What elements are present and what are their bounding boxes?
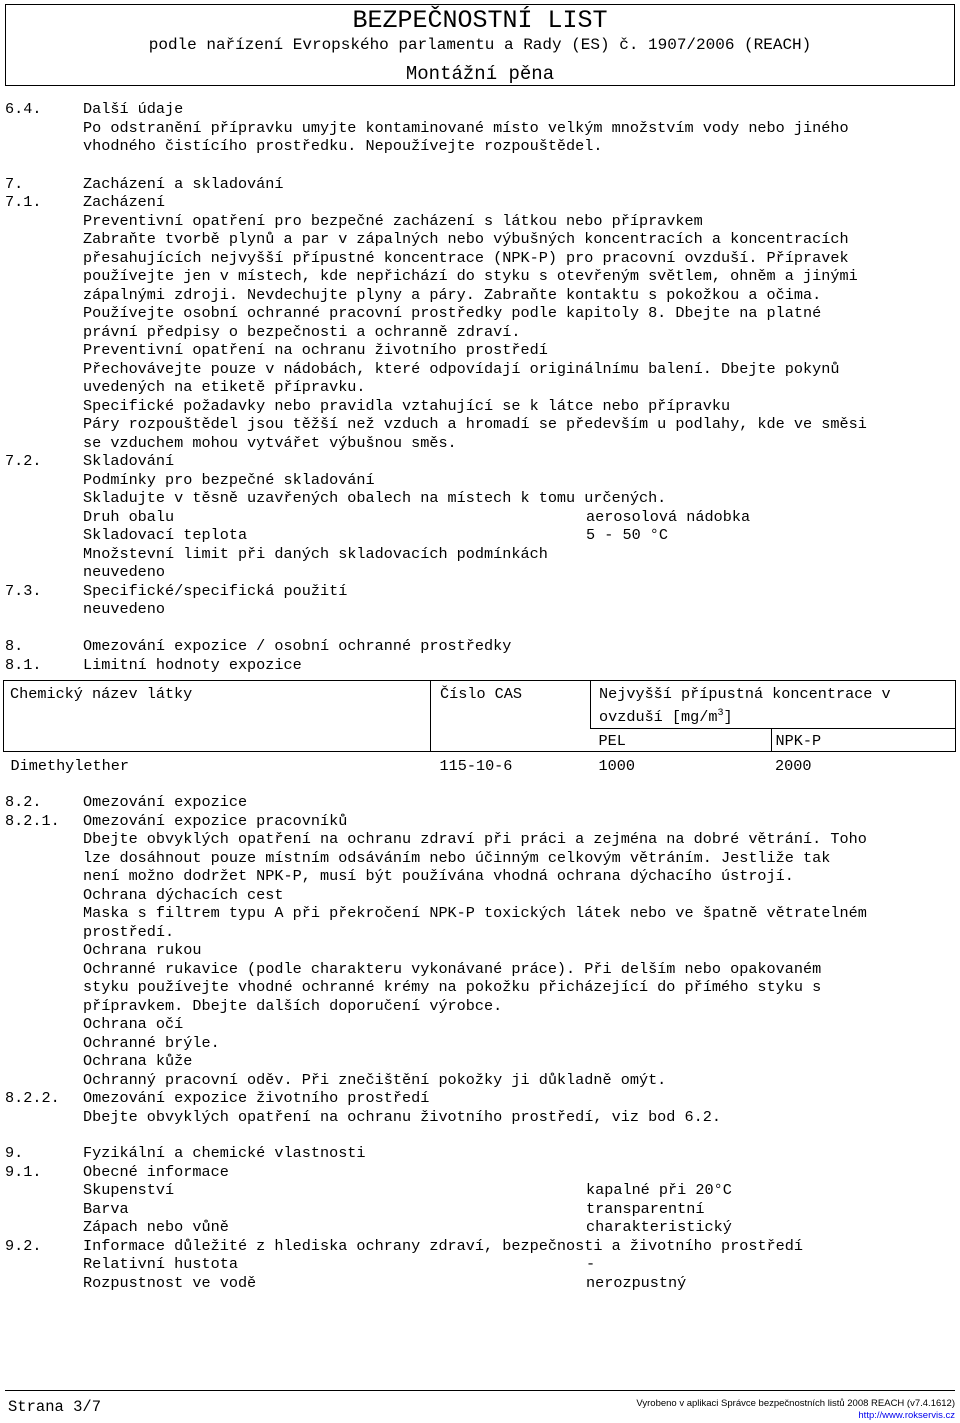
table-header-cas: Číslo CAS: [431, 681, 591, 752]
subheading: Specifické požadavky nebo pravidla vztahující se k látce nebo přípravku: [83, 397, 731, 415]
subheading: Ochrana rukou: [83, 941, 202, 959]
text-line: Zabraňte tvorbě plynů a par v zápalných nebo výbušných koncentracích a koncentracích: [83, 230, 849, 248]
section-number: 8.1.: [5, 656, 42, 674]
property-label: Zápach nebo vůně: [83, 1218, 229, 1236]
property-value: aerosolová nádobka: [586, 508, 751, 526]
subheading: Preventivní opatření pro bezpečné zacházení s látkou nebo přípravkem: [83, 212, 703, 230]
table-row: [4, 752, 956, 776]
text-line: neuvedeno: [83, 563, 166, 581]
text-line: Po odstranění přípravku umyjte kontaminované místo velkým množstvím vody nebo jiného: [83, 119, 849, 137]
conc-label-line1: Nejvyšší přípustná koncentrace v: [599, 685, 891, 703]
section-number: 7.: [5, 175, 24, 193]
page-number: Strana 3/7: [8, 1398, 102, 1416]
subheading: Podmínky pro bezpečné skladování: [83, 471, 375, 489]
subheading: Množstevní limit při daných skladovacích podmínkách: [83, 545, 548, 563]
text-line: právní předpisy o bezpečnosti a ochranně zdraví.: [83, 323, 521, 341]
text-line: zápalnými zdroji. Nevdechujte plyny a páry. Zabraňte kontaktu s pokožkou a očima.: [83, 286, 822, 304]
text-line: Dbejte obvyklých opatření na ochranu životního prostředí, viz bod 6.2.: [83, 1108, 721, 1126]
table-subheader-pel: PEL: [591, 729, 772, 752]
conc-label-end: ]: [723, 708, 733, 727]
property-label: Skladovací teplota: [83, 526, 248, 544]
text-line: přípravkem. Dbejte dalších doporučení výrobce.: [83, 997, 503, 1015]
section-title: Zacházení: [83, 193, 166, 211]
cell-cas: 115-10-6: [439, 757, 513, 775]
section-number: 8.2.: [5, 793, 42, 811]
property-value: charakteristický: [586, 1218, 732, 1236]
conc-label-line2: ovzduší [mg/m: [599, 708, 718, 727]
section-number: 7.1.: [5, 193, 42, 211]
text-line: Ochranný pracovní oděv. Při znečištění pokožky ji důkladně omýt.: [83, 1071, 667, 1089]
section-title: Skladování: [83, 452, 175, 470]
section-title: Další údaje: [83, 100, 184, 118]
text-line: není možno dodržet NPK-P, musí být používána vhodná ochrana dýchacího ústrojí.: [83, 867, 794, 885]
property-label: Rozpustnost ve vodě: [83, 1274, 257, 1292]
footer-url-link[interactable]: http://www.rokservis.cz: [858, 1410, 955, 1421]
section-title: Specifické/specifická použití: [83, 582, 348, 600]
section-title: Omezování expozice / osobní ochranné prostředky: [83, 637, 512, 655]
cell-name: Dimethylether: [10, 757, 129, 775]
section-number: 9.2.: [5, 1237, 42, 1255]
text-line: Používejte osobní ochranné pracovní prostředky podle kapitoly 8. Dbejte na platné: [83, 304, 822, 322]
property-label: Relativní hustota: [83, 1255, 238, 1273]
text-line: prostředí.: [83, 923, 175, 941]
text-line: Ochranné rukavice (podle charakteru vykonávané práce). Při delším nebo opakovaném: [83, 960, 822, 978]
text-line: Přechovávejte pouze v nádobách, které odpovídají originálnímu balení. Dbejte pokynů: [83, 360, 840, 378]
section-title: Zacházení a skladování: [83, 175, 284, 193]
section-number: 6.4.: [5, 100, 42, 118]
text-line: neuvedeno: [83, 600, 166, 618]
text-line: Dbejte obvyklých opatření na ochranu zdraví při práci a zejména na dobré větrání. Toho: [83, 830, 867, 848]
text-line: přesahujících nejvyšší přípustné koncentrace (NPK-P) pro pracovní ovzduší. Přípravek: [83, 249, 849, 267]
text-line: lze dosáhnout pouze místním odsáváním nebo účinným celkovým větráním. Jestliže tak: [83, 849, 831, 867]
table-header-concentration: [591, 681, 956, 729]
text-line: Ochranné brýle.: [83, 1034, 220, 1052]
property-label: Skupenství: [83, 1181, 175, 1199]
cell-pel: 1000: [598, 757, 635, 775]
table-header-name: Chemický název látky: [4, 681, 431, 752]
text-line: používejte jen v místech, kde nepřichází do styku s otevřeným světlem, ohněm a jinými: [83, 267, 858, 285]
subheading: Ochrana kůže: [83, 1052, 193, 1070]
section-title: Informace důležité z hlediska ochrany zdraví, bezpečnosti a životního prostředí: [83, 1237, 804, 1255]
property-value: transparentní: [586, 1200, 705, 1218]
table-subheader-npk: NPK-P: [771, 729, 956, 752]
property-value: -: [586, 1255, 596, 1273]
section-number: 8.: [5, 637, 24, 655]
document-header: [5, 4, 955, 86]
section-number: 9.1.: [5, 1163, 42, 1181]
subheading: Preventivní opatření na ochranu životního prostředí: [83, 341, 548, 359]
subheading: Ochrana dýchacích cest: [83, 886, 284, 904]
subheading: Ochrana očí: [83, 1015, 184, 1033]
text-line: vhodného čistícího prostředku. Nepoužívejte rozpouštědel.: [83, 137, 603, 155]
text-line: Maska s filtrem typu A při překročení NPK-P toxických látek nebo ve špatně větratelném: [83, 904, 867, 922]
section-number: 7.2.: [5, 452, 42, 470]
property-value: nerozpustný: [586, 1274, 687, 1292]
section-title: Fyzikální a chemické vlastnosti: [83, 1144, 366, 1162]
section-number: 7.3.: [5, 582, 42, 600]
generator-note: Vyrobeno v aplikaci Správce bezpečnostních listů 2008 REACH (v7.4.1612): [636, 1398, 955, 1409]
product-name: Montážní pěna: [405, 63, 555, 85]
section-title: Omezování expozice pracovníků: [83, 812, 348, 830]
section-number: 9.: [5, 1144, 24, 1162]
footer-divider: [5, 1390, 955, 1391]
conc-label-sup: 3: [717, 708, 724, 719]
section-number: 8.2.2.: [5, 1089, 60, 1107]
section-title: Omezování expozice: [83, 793, 248, 811]
property-value: 5 - 50 °C: [586, 526, 669, 544]
text-line: uvedených na etiketě přípravku.: [83, 378, 366, 396]
cell-npk: 2000: [775, 757, 812, 775]
section-title: Limitní hodnoty expozice: [83, 656, 302, 674]
text-line: Páry rozpouštědel jsou těžší než vzduch a hromadí se především u podlahy, kde ve směsi: [83, 415, 867, 433]
section-title: Obecné informace: [83, 1163, 229, 1181]
document-title: BEZPEČNOSTNÍ LIST: [352, 6, 608, 35]
document-subtitle: podle nařízení Evropského parlamentu a Rady (ES) č. 1907/2006 (REACH): [148, 36, 812, 54]
text-line: se vzduchem mohou vytvářet výbušnou směs.: [83, 434, 457, 452]
section-number: 8.2.1.: [5, 812, 60, 830]
text-line: styku používejte vhodné ochranné krémy na pokožku přicházející do přímého styku s: [83, 978, 822, 996]
property-label: Barva: [83, 1200, 129, 1218]
text-line: Skladujte v těsně uzavřených obalech na místech k tomu určených.: [83, 489, 667, 507]
section-title: Omezování expozice životního prostředí: [83, 1089, 430, 1107]
property-value: kapalné při 20°C: [586, 1181, 732, 1199]
footer-credits: [636, 1398, 955, 1422]
exposure-limits-table: [3, 680, 956, 775]
property-label: Druh obalu: [83, 508, 175, 526]
